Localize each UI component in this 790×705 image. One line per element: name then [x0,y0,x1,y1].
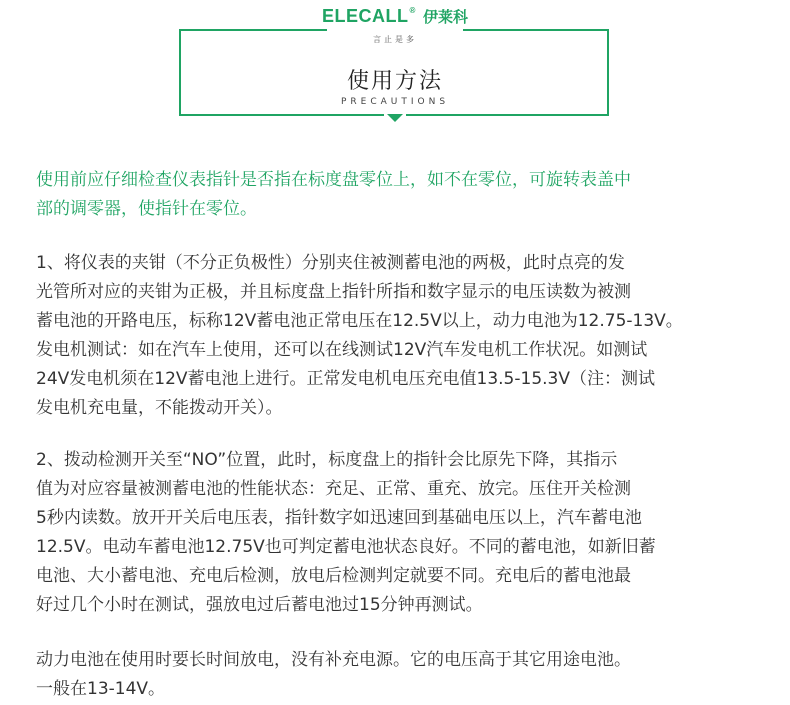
step-2-paragraph [36,446,766,620]
brand-chinese-name: 伊莱科 [422,8,468,26]
step-2-line: 值为对应容量被测蓄电池的性能状态：充足、正常、重充、放完。压住开关检测 [36,479,631,499]
step-2-line: 12.5V。电动车蓄电池12.75V也可判定蓄电池状态良好。不同的蓄电池，如新旧蓄 [36,537,656,557]
registered-mark: ® [409,6,416,15]
step-1-line: 蓄电池的开路电压，标称12V蓄电池正常电压在12.5V以上，动力电池为12.75-13V。 [36,311,683,331]
brand-logo [322,6,416,27]
intro-line: 部的调零器，使指针在零位。 [36,199,257,219]
step-1-line: 24V发电机须在12V蓄电池上进行。正常发电机电压充电值13.5-15.3V（注：测试 [36,369,655,389]
down-arrow-icon [387,114,403,122]
power-battery-line: 动力电池在使用时要长时间放电，没有补充电源。它的电压高于其它用途电池。 [36,650,631,670]
brand-logo-text: ELECALL [321,6,409,26]
step-1-paragraph [36,249,766,423]
step-2-line: 好过几个小时在测试，强放电过后蓄电池过15分钟再测试。 [36,595,483,615]
step-1-line: 光管所对应的夹钳为正极，并且标度盘上指针所指和数字显示的电压读数为被测 [36,282,631,302]
step-2-line: 5秒内读数。放开开关后电压表，指针数字如迅速回到基础电压以上，汽车蓄电池 [36,508,642,528]
title-frame-top-left-line [179,29,327,31]
title-frame-top-right-line [463,29,609,31]
step-1-line: 发电机充电量，不能拨动开关）。 [36,398,283,418]
step-1-line: 发电机测试：如在汽车上使用，还可以在线测试12V汽车发电机工作状况。如测试 [36,340,648,360]
brand-header [0,6,790,27]
slogan: 言止是多 [373,35,417,44]
power-battery-paragraph [36,646,766,704]
intro-paragraph [36,166,766,224]
step-2-line: 电池、大小蓄电池、充电后检测，放电后检测判定就要不同。充电后的蓄电池最 [36,566,631,586]
step-2-line: 2、拨动检测开关至“NO”位置，此时，标度盘上的指针会比原先下降，其指示 [36,450,618,470]
page-title: 使用方法 [346,69,443,94]
power-battery-line: 一般在13-14V。 [36,679,166,699]
page-subtitle: PRECAUTIONS [340,97,450,107]
intro-line: 使用前应仔细检查仪表指针是否指在标度盘零位上，如不在零位，可旋转表盖中 [36,170,631,190]
step-1-line: 1、将仪表的夹钳（不分正负极性）分别夹住被测蓄电池的两极，此时点亮的发 [36,253,625,273]
